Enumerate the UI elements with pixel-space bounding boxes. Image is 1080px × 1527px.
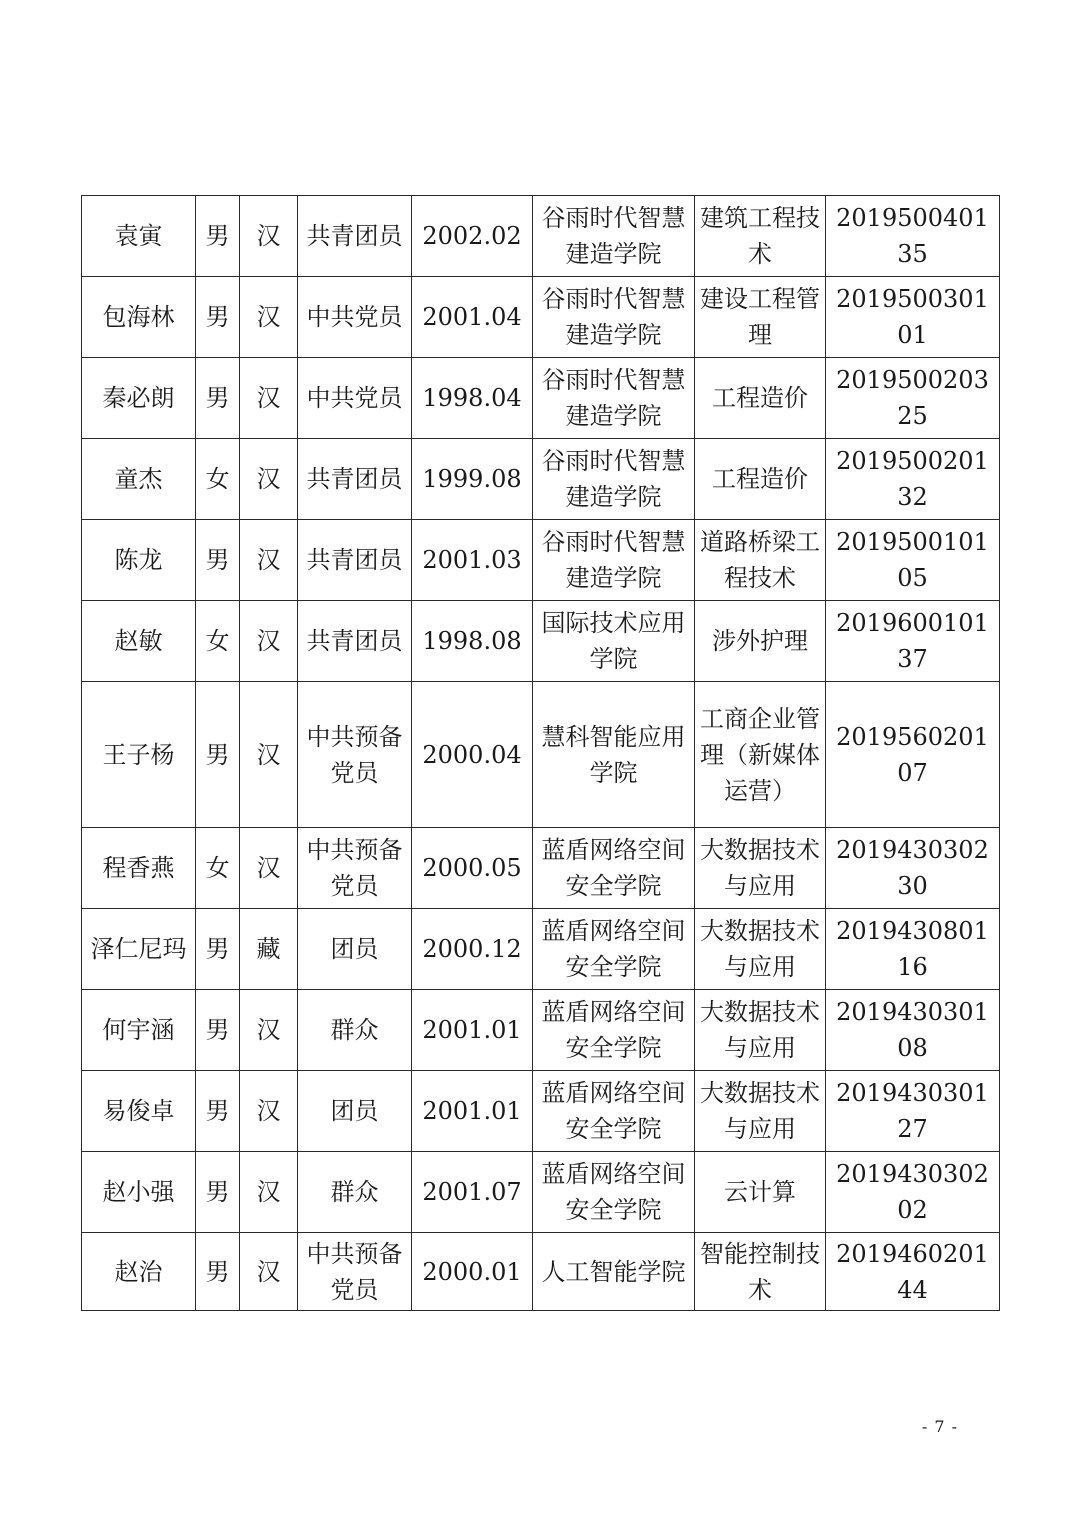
student-id-cell: 201943030108 — [826, 990, 1000, 1071]
name-cell: 赵治 — [82, 1233, 196, 1311]
college-cell: 国际技术应用学院 — [533, 601, 695, 682]
name-cell: 泽仁尼玛 — [82, 909, 196, 990]
major-cell: 大数据技术与应用 — [695, 990, 826, 1071]
birth-date-cell: 2000.01 — [412, 1233, 533, 1311]
major-cell: 大数据技术与应用 — [695, 828, 826, 909]
major-cell: 涉外护理 — [695, 601, 826, 682]
table-row — [82, 358, 1000, 439]
student-id-cell: 201950010105 — [826, 520, 1000, 601]
name-cell: 童杰 — [82, 439, 196, 520]
ethnicity-cell: 汉 — [240, 828, 298, 909]
political-status-cell: 中共预备党员 — [298, 682, 412, 828]
student-id-cell: 201950040135 — [826, 196, 1000, 277]
political-status-cell: 共青团员 — [298, 520, 412, 601]
gender-cell: 男 — [196, 682, 240, 828]
political-status-cell: 群众 — [298, 1152, 412, 1233]
name-cell: 赵敏 — [82, 601, 196, 682]
student-id-cell: 201960010137 — [826, 601, 1000, 682]
table-row — [82, 277, 1000, 358]
gender-cell: 女 — [196, 828, 240, 909]
college-cell: 蓝盾网络空间安全学院 — [533, 828, 695, 909]
major-cell: 道路桥梁工程技术 — [695, 520, 826, 601]
name-cell: 包海林 — [82, 277, 196, 358]
student-id-cell: 201943030230 — [826, 828, 1000, 909]
gender-cell: 男 — [196, 909, 240, 990]
student-id-cell: 201950020325 — [826, 358, 1000, 439]
table-row — [82, 439, 1000, 520]
name-cell: 秦必朗 — [82, 358, 196, 439]
table-row — [82, 1233, 1000, 1311]
gender-cell: 女 — [196, 439, 240, 520]
student-id-cell: 201943080116 — [826, 909, 1000, 990]
gender-cell: 男 — [196, 196, 240, 277]
college-cell: 蓝盾网络空间安全学院 — [533, 909, 695, 990]
birth-date-cell: 2000.12 — [412, 909, 533, 990]
college-cell: 谷雨时代智慧建造学院 — [533, 196, 695, 277]
birth-date-cell: 2000.04 — [412, 682, 533, 828]
table-row — [82, 990, 1000, 1071]
table-row — [82, 1152, 1000, 1233]
table-row — [82, 196, 1000, 277]
name-cell: 易俊卓 — [82, 1071, 196, 1152]
gender-cell: 男 — [196, 1233, 240, 1311]
ethnicity-cell: 汉 — [240, 601, 298, 682]
ethnicity-cell: 汉 — [240, 1233, 298, 1311]
major-cell: 建设工程管理 — [695, 277, 826, 358]
birth-date-cell: 2002.02 — [412, 196, 533, 277]
ethnicity-cell: 汉 — [240, 520, 298, 601]
birth-date-cell: 2001.01 — [412, 1071, 533, 1152]
page-number: - 7 - — [921, 1417, 959, 1436]
ethnicity-cell: 汉 — [240, 196, 298, 277]
gender-cell: 男 — [196, 1152, 240, 1233]
birth-date-cell: 2000.05 — [412, 828, 533, 909]
college-cell: 人工智能学院 — [533, 1233, 695, 1311]
college-cell: 慧科智能应用学院 — [533, 682, 695, 828]
political-status-cell: 中共党员 — [298, 358, 412, 439]
college-cell: 蓝盾网络空间安全学院 — [533, 990, 695, 1071]
table-row — [82, 601, 1000, 682]
college-cell: 谷雨时代智慧建造学院 — [533, 520, 695, 601]
student-id-cell: 201956020107 — [826, 682, 1000, 828]
student-roster-table — [81, 195, 1000, 1311]
birth-date-cell: 2001.01 — [412, 990, 533, 1071]
political-status-cell: 共青团员 — [298, 196, 412, 277]
ethnicity-cell: 汉 — [240, 277, 298, 358]
major-cell: 云计算 — [695, 1152, 826, 1233]
gender-cell: 女 — [196, 601, 240, 682]
birth-date-cell: 2001.03 — [412, 520, 533, 601]
gender-cell: 男 — [196, 1071, 240, 1152]
ethnicity-cell: 汉 — [240, 358, 298, 439]
student-id-cell: 201950020132 — [826, 439, 1000, 520]
birth-date-cell: 1998.08 — [412, 601, 533, 682]
major-cell: 工商企业管理（新媒体运营） — [695, 682, 826, 828]
political-status-cell: 团员 — [298, 1071, 412, 1152]
political-status-cell: 共青团员 — [298, 601, 412, 682]
name-cell: 何宇涵 — [82, 990, 196, 1071]
table-row — [82, 828, 1000, 909]
major-cell: 大数据技术与应用 — [695, 909, 826, 990]
ethnicity-cell: 汉 — [240, 439, 298, 520]
college-cell: 谷雨时代智慧建造学院 — [533, 277, 695, 358]
student-id-cell: 201943030127 — [826, 1071, 1000, 1152]
political-status-cell: 群众 — [298, 990, 412, 1071]
major-cell: 智能控制技术 — [695, 1233, 826, 1311]
major-cell: 大数据技术与应用 — [695, 1071, 826, 1152]
political-status-cell: 中共预备党员 — [298, 828, 412, 909]
political-status-cell: 中共党员 — [298, 277, 412, 358]
college-cell: 谷雨时代智慧建造学院 — [533, 358, 695, 439]
ethnicity-cell: 汉 — [240, 1071, 298, 1152]
name-cell: 赵小强 — [82, 1152, 196, 1233]
birth-date-cell: 2001.07 — [412, 1152, 533, 1233]
ethnicity-cell: 藏 — [240, 909, 298, 990]
student-id-cell: 201946020144 — [826, 1233, 1000, 1311]
political-status-cell: 共青团员 — [298, 439, 412, 520]
major-cell: 工程造价 — [695, 439, 826, 520]
table-row — [82, 909, 1000, 990]
name-cell: 陈龙 — [82, 520, 196, 601]
student-id-cell: 201943030202 — [826, 1152, 1000, 1233]
political-status-cell: 团员 — [298, 909, 412, 990]
birth-date-cell: 1998.04 — [412, 358, 533, 439]
gender-cell: 男 — [196, 358, 240, 439]
college-cell: 蓝盾网络空间安全学院 — [533, 1071, 695, 1152]
name-cell: 袁寅 — [82, 196, 196, 277]
birth-date-cell: 1999.08 — [412, 439, 533, 520]
student-id-cell: 201950030101 — [826, 277, 1000, 358]
name-cell: 王子杨 — [82, 682, 196, 828]
gender-cell: 男 — [196, 277, 240, 358]
gender-cell: 男 — [196, 990, 240, 1071]
major-cell: 建筑工程技术 — [695, 196, 826, 277]
table-row — [82, 682, 1000, 828]
major-cell: 工程造价 — [695, 358, 826, 439]
ethnicity-cell: 汉 — [240, 990, 298, 1071]
ethnicity-cell: 汉 — [240, 1152, 298, 1233]
table-row — [82, 520, 1000, 601]
political-status-cell: 中共预备党员 — [298, 1233, 412, 1311]
college-cell: 蓝盾网络空间安全学院 — [533, 1152, 695, 1233]
birth-date-cell: 2001.04 — [412, 277, 533, 358]
ethnicity-cell: 汉 — [240, 682, 298, 828]
gender-cell: 男 — [196, 520, 240, 601]
college-cell: 谷雨时代智慧建造学院 — [533, 439, 695, 520]
table-row — [82, 1071, 1000, 1152]
name-cell: 程香燕 — [82, 828, 196, 909]
